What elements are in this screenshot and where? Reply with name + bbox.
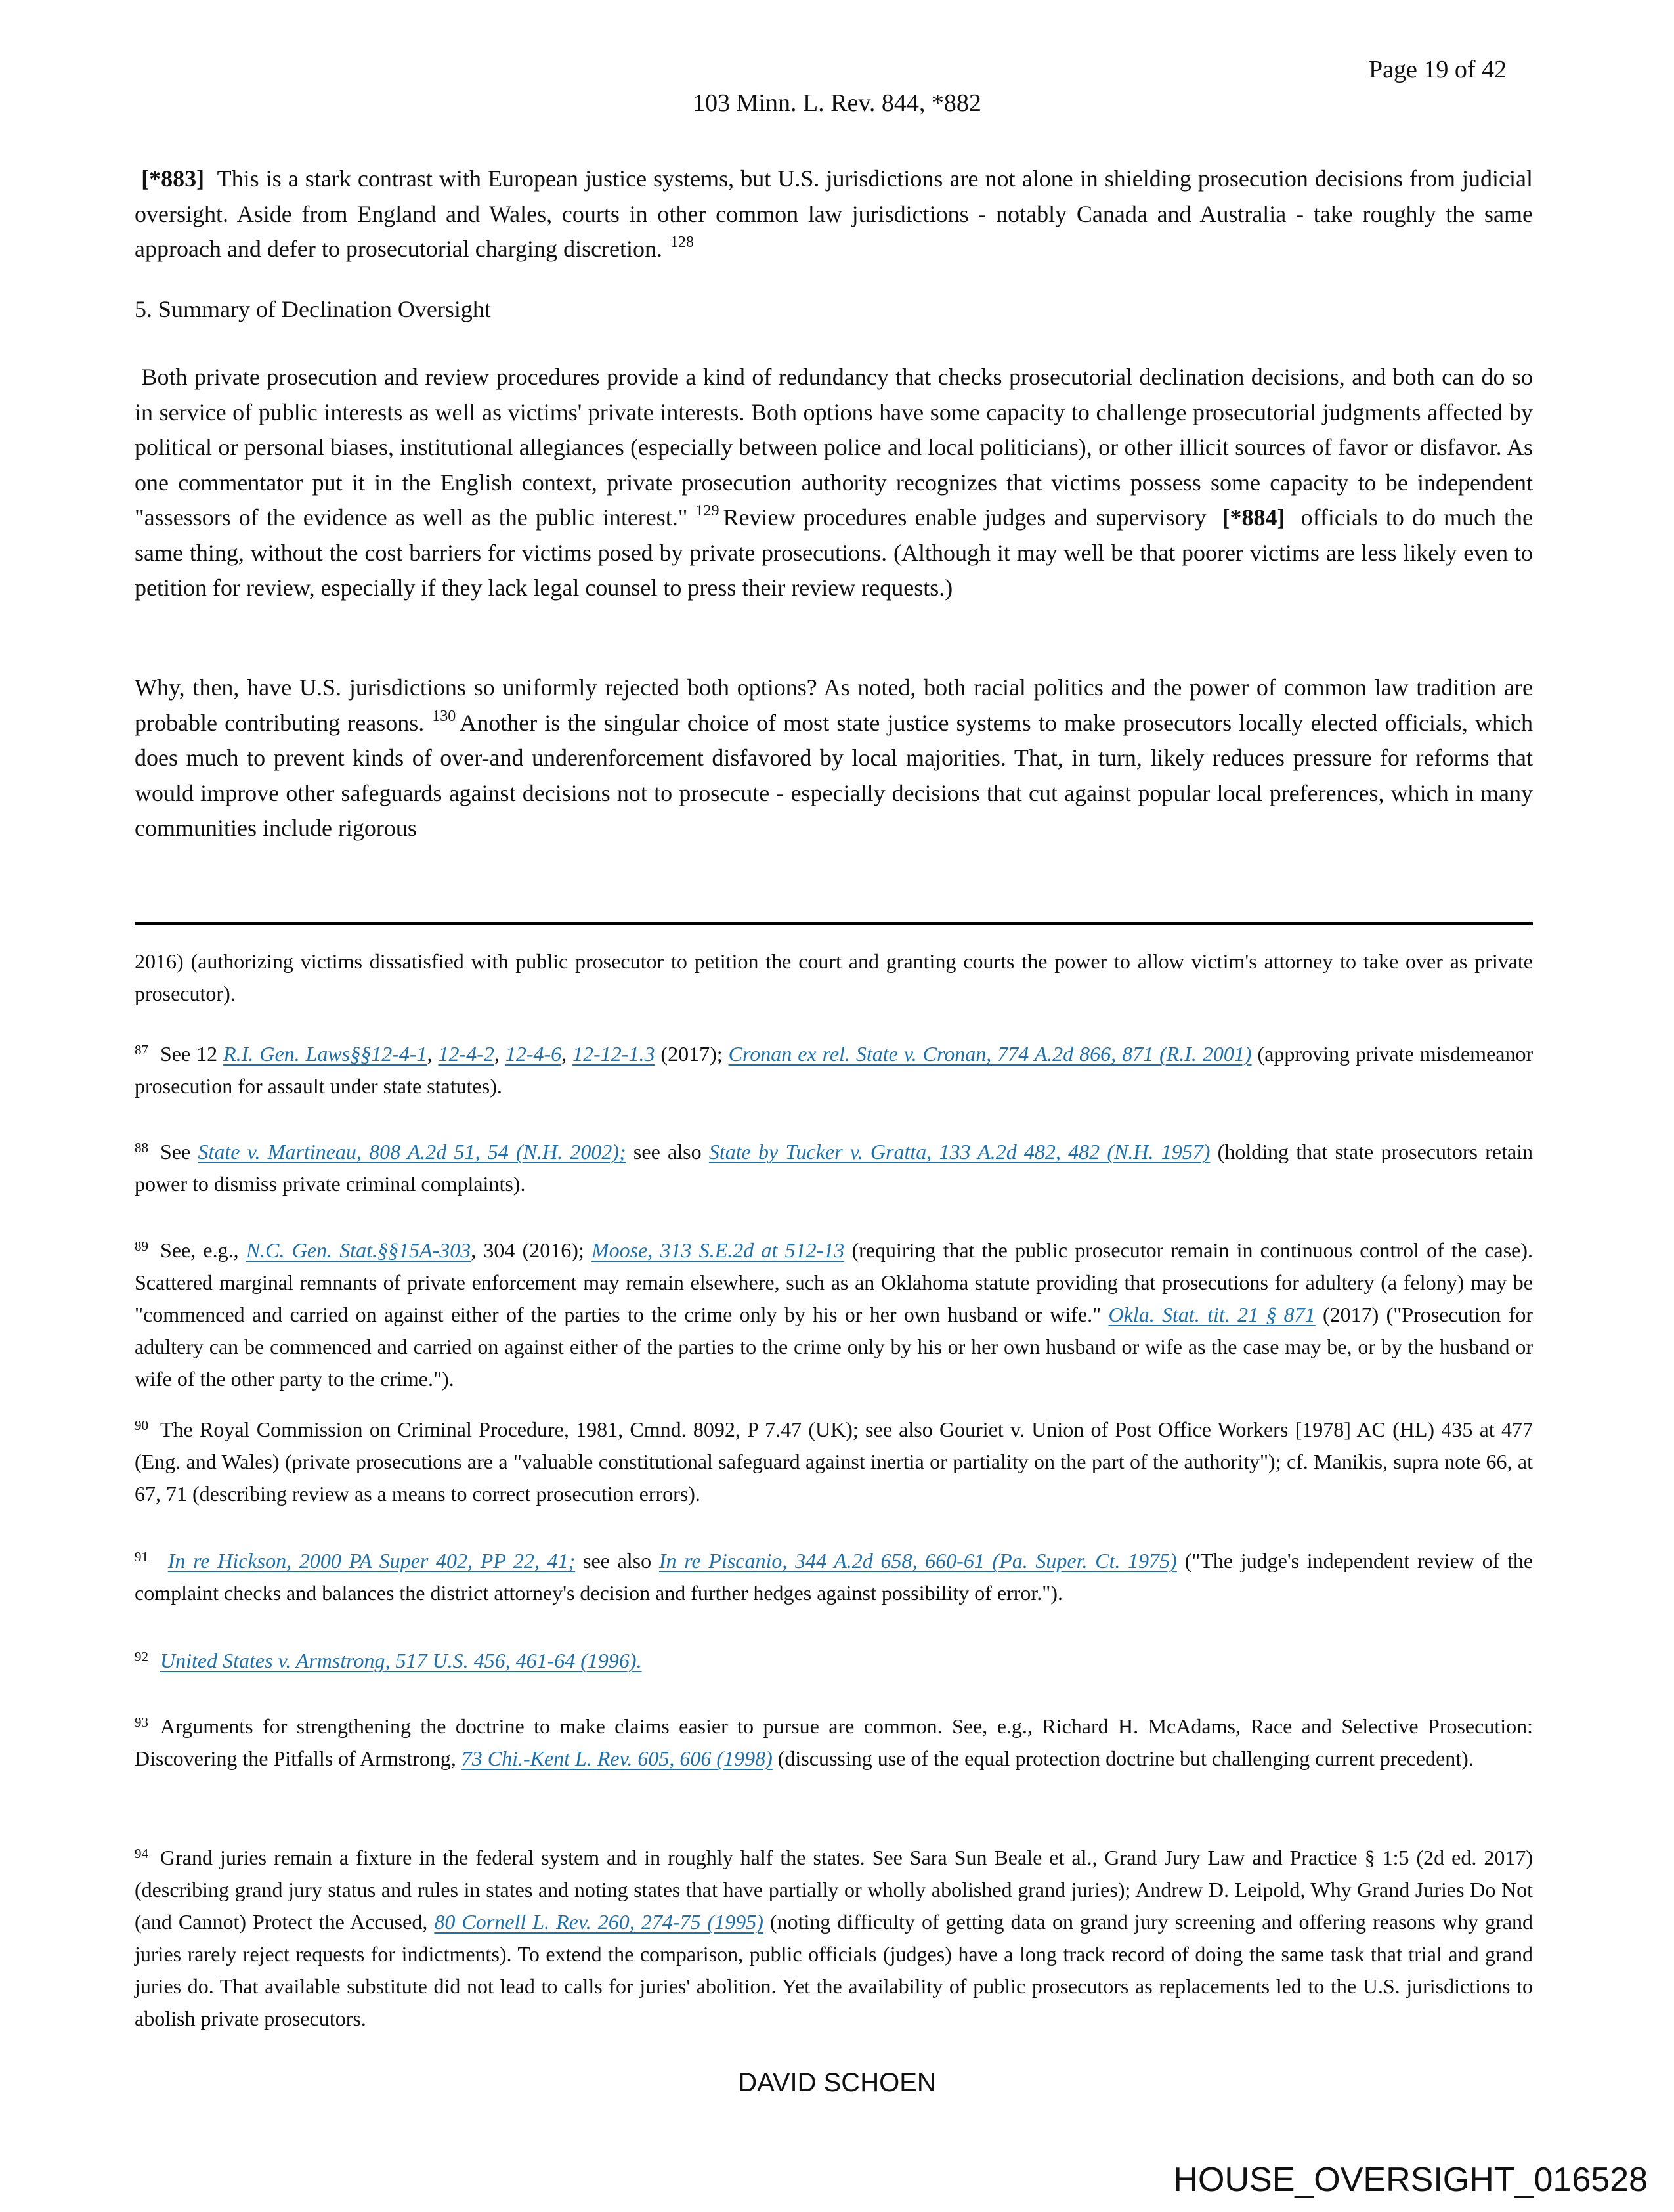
footnote-text: see also	[633, 1140, 702, 1163]
citation-link[interactable]: 12-4-6	[505, 1042, 562, 1066]
paragraph-text: officials to do much the same thing, without the cost barriers for victims posed by private prosecutions. (Although it may well be that poorer victims are less likely even to petition for review, especially if they lack legal counsel to press their review requests.)	[135, 504, 1534, 601]
footnote-91	[135, 1545, 1533, 1609]
body-paragraph	[135, 360, 1533, 606]
footnote-text: ("The judge's independent review of the complaint checks and balances the district attorney's decision and further hedges against possibility of error.").	[135, 1549, 1534, 1605]
footnote-text: The Royal Commission on Criminal Procedure, 1981, Cmnd. 8092, P 7.47 (UK); see also Gouriet v. Union of Post Office Workers [1978] AC (HL) 435 at 477 (Eng. and Wales) (private prosecutions are a "valuable constitutional safeguard against inertia or partiality on the part of the authority"); cf. Manikis, supra note 66, at 67, 71 (describing review as a means to correct prosecution errors).	[135, 1418, 1533, 1506]
footnote-89	[135, 1234, 1533, 1395]
footnote-text: See 12	[160, 1042, 218, 1066]
citation-link[interactable]: 80 Cornell L. Rev. 260, 274-75 (1995)	[434, 1910, 763, 1934]
footnote-number: 93	[135, 1714, 148, 1730]
footnote-text: (approving private misdemeanor prosecution for assault under state statutes).	[135, 1042, 1534, 1098]
footnote-number: 94	[135, 1846, 148, 1861]
footnote-text: (noting difficulty of getting data on grand jury screening and offering reasons why grand juries rarely reject requests for indictments). To extend the comparison, public officials (judges) have a long track record of doing the same task that trial and grand juries do. That available substitute did not lead to calls for juries' abolition. Yet the availability of public prosecutors as replacements led to the U.S. jurisdictions to abolish private prosecutors.	[135, 1910, 1534, 2030]
citation-link[interactable]: 12-12-1.3	[572, 1042, 655, 1066]
footnote-93	[135, 1710, 1533, 1775]
citation-link[interactable]: United States v. Armstrong, 517 U.S. 456, 461-64 (1996).	[160, 1649, 642, 1672]
star-page-marker: [*884]	[1222, 504, 1285, 531]
author-footer: DAVID SCHOEN	[738, 2068, 936, 2097]
citation-link[interactable]: In re Piscanio, 344 A.2d 658, 660-61 (Pa. Super. Ct. 1975)	[658, 1549, 1177, 1572]
footnote-ref[interactable]: 129	[695, 502, 719, 519]
body-paragraph	[135, 162, 1533, 267]
citation-link[interactable]: 12-4-2	[438, 1042, 494, 1066]
citation-link[interactable]: Cronan ex rel. State v. Cronan, 774 A.2d 866, 871 (R.I. 2001)	[728, 1042, 1252, 1066]
paragraph-text: This is a stark contrast with European justice systems, but U.S. jurisdictions are not alone in shielding prosecution decisions from judicial oversight. Aside from England and Wales, courts in other common law jurisdictions - notably Canada and Australia - take roughly the same approach and defer to prosecutorial charging discretion.	[135, 165, 1534, 262]
footnote-87: $^{87}$ See 12 R.I. Gen. Laws§§12-4-1, 12-4-2, 12-4-6, 12-12-1.3 (2017); Cronan ex rel. State v. Cronan, 774 A.2d 866, 871 (R.I. 2001) (approving private misdemeanor prosecution for assault under state statutes).	[135, 1042, 1534, 1098]
footnote-number: 91	[135, 1549, 148, 1565]
citation-link[interactable]: R.I. Gen. Laws§§12-4-1	[223, 1042, 427, 1066]
citation-link[interactable]: In re Hickson, 2000 PA Super 402, PP 22, 41;	[167, 1549, 576, 1572]
footnote-number: 89	[135, 1238, 148, 1254]
citation-link[interactable]: 73 Chi.-Kent L. Rev. 605, 606 (1998)	[461, 1746, 773, 1770]
footnote-text: , 304 (2016);	[471, 1238, 584, 1262]
footnote-ref[interactable]: 130	[432, 707, 456, 725]
footnote-divider	[135, 922, 1533, 925]
citation-link[interactable]: N.C. Gen. Stat.§§15A-303	[246, 1238, 471, 1262]
footnote-continuation	[135, 945, 1533, 1010]
citation-link[interactable]: State v. Martineau, 808 A.2d 51, 54 (N.H. 2002);	[198, 1140, 626, 1163]
footnote-text: see also	[583, 1549, 652, 1572]
paragraph-text: Another is the singular choice of most state justice systems to make prosecutors locally elected officials, which does much to prevent kinds of over-and underenforcement disfavored by local majorities. That, in turn, likely reduces pressure for reforms that would improve other safeguards against decisions not to prosecute - especially decisions that cut against popular local preferences, which in many communities include rigorous	[135, 709, 1533, 841]
footnote-text: See, e.g.,	[160, 1238, 239, 1262]
footnote-text: Arguments for strengthening the doctrine to make claims easier to pursue are common. See, e.g., Richard H. McAdams, Race and Selective Prosecution: Discovering the Pitfalls of Armstrong,	[135, 1714, 1533, 1770]
footnote-number: 87	[135, 1042, 148, 1058]
paragraph-text: Review procedures enable judges and supervisory	[723, 504, 1207, 531]
page-number: Page 19 of 42	[1368, 56, 1507, 83]
footnote-94	[135, 1842, 1533, 2035]
footnote-text: (holding that state prosecutors retain power to dismiss private criminal complaints).	[135, 1140, 1534, 1196]
section-heading: 5. Summary of Declination Oversight	[135, 296, 491, 322]
footnote-text: Grand juries remain a fixture in the federal system and in roughly half the states. See Sara Sun Beale et al., Grand Jury Law and Practice § 1:5 (2d ed. 2017) (describing grand jury status and rules in states and noting states that have partially or wholly abolished grand juries); Andrew D. Leipold, Why Grand Juries Do Not (and Cannot) Protect the Accused,	[135, 1846, 1533, 1934]
footnote-text: 2016) (authorizing victims dissatisfied with public prosecutor to petition the court and granting courts the power to allow victim's attorney to take over as private prosecutor).	[135, 949, 1533, 1005]
bates-number: HOUSE_OVERSIGHT_016528	[1173, 2161, 1648, 2199]
footnote-text: See	[160, 1140, 191, 1163]
footnote-number: 90	[135, 1418, 148, 1433]
citation-link[interactable]: Okla. Stat. tit. 21 § 871	[1108, 1303, 1316, 1326]
paragraph-text: Why, then, have U.S. jurisdictions so uniformly rejected both options? As noted, both racial politics and the power of common law tradition are probable contributing reasons.	[135, 674, 1533, 736]
footnote-text: (requiring that the public prosecutor remain in continuous control of the case). Scattered marginal remnants of private enforcement may remain elsewhere, such as an Oklahoma statute providing that prosecutions for adultery (a felony) may be "commenced and carried on against either of the parties to the crime only by his or her own husband or wife."	[135, 1238, 1534, 1326]
footnote-text: (2017);	[660, 1042, 723, 1066]
footnote-text: (discussing use of the equal protection doctrine but challenging current precedent).	[777, 1746, 1474, 1770]
star-page-marker: [*883]	[141, 165, 205, 192]
citation-link[interactable]: State by Tucker v. Gratta, 133 A.2d 482, 482 (N.H. 1957)	[708, 1140, 1211, 1163]
paragraph-text: Both private prosecution and review procedures provide a kind of redundancy that checks prosecutorial declination decisions, and both can do so in service of public interests as well as victims' private interests. Both options have some capacity to challenge prosecutorial judgments affected by political or personal biases, institutional allegiances (especially between police and local politicians), or other illicit sources of favor or disfavor. As one commentator put it in the English context, private prosecution authority recognizes that victims possess some capacity to be independent "assessors of the evidence as well as the public interest."	[135, 364, 1534, 531]
footnote-ref[interactable]: 128	[670, 234, 695, 251]
footnote-number: 92	[135, 1649, 148, 1664]
footnote-text: (2017) ("Prosecution for adultery can be commenced and carried on against either of the parties to the crime only by his or her own husband or wife as the case may be, or by the husband or wife of the other party to the crime.").	[135, 1303, 1534, 1391]
footnote-90	[135, 1414, 1533, 1510]
footnote-88	[135, 1136, 1533, 1200]
body-paragraph	[135, 670, 1533, 846]
running-citation: 103 Minn. L. Rev. 844, *882	[693, 89, 981, 117]
footnote-number: 88	[135, 1140, 148, 1156]
footnote-92	[135, 1645, 1533, 1677]
citation-link[interactable]: Moose, 313 S.E.2d at 512-13	[591, 1238, 845, 1262]
